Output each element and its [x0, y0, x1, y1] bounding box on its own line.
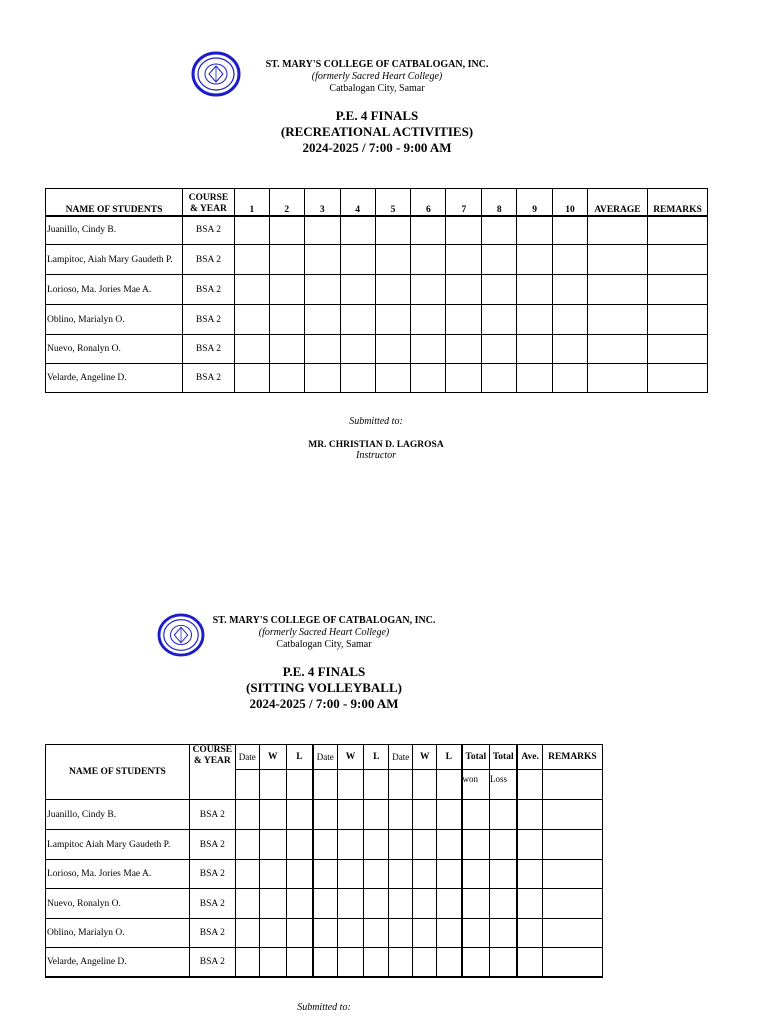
student-course: BSA 2 [182, 275, 234, 305]
sheet1-submission [276, 416, 476, 461]
col-3-header: 3 [304, 189, 340, 216]
col-w-1-header: W [259, 745, 286, 770]
col-1-header: 1 [234, 189, 269, 216]
student-name: Juanillo, Cindy B. [46, 800, 190, 830]
sheet2-title-line1: P.E. 4 FINALS [282, 664, 366, 679]
table-row [46, 830, 603, 860]
grades-table-recreational [45, 188, 708, 393]
student-course: BSA 2 [189, 948, 235, 977]
sheet2-title-line3: 2024-2025 / 7:00 - 9:00 AM [249, 696, 399, 711]
school-header [250, 58, 504, 95]
table-row [46, 245, 708, 275]
col-remarks-header: REMARKS [647, 189, 707, 216]
sheet1-title-line3: 2024-2025 / 7:00 - 9:00 AM [302, 140, 452, 155]
col-remarks-header: REMARKS [542, 745, 602, 770]
col-course-header-line2: & YEAR [193, 756, 231, 766]
col-5-header: 5 [375, 189, 411, 216]
sheet1-title [230, 108, 524, 156]
student-name: Lorioso, Ma. Jories Mae A. [46, 860, 190, 889]
col-course-header-line1: COURSE [188, 192, 229, 203]
col-2-header: 2 [269, 189, 304, 216]
col-total-won-header: Total [462, 745, 490, 770]
col-ave-header: Ave. [517, 745, 542, 770]
table-row [46, 860, 603, 889]
col-course-header [189, 745, 235, 800]
col-w-2-header: W [337, 745, 364, 770]
student-course: BSA 2 [182, 364, 234, 393]
col-7-header: 7 [446, 189, 482, 216]
school-header [197, 614, 451, 651]
table-row [46, 919, 603, 948]
student-name: Velarde, Angeline D. [46, 948, 190, 977]
col-name-header: NAME OF STUDENTS [46, 189, 183, 216]
student-name: Lorioso, Ma. Jories Mae A. [46, 275, 183, 305]
table-row [46, 305, 708, 335]
col-l-1-header: L [286, 745, 313, 770]
col-10-header: 10 [553, 189, 588, 216]
school-city: Catbalogan City, Samar [276, 639, 372, 650]
col-6-header: 6 [411, 189, 446, 216]
instructor-title: Instructor [356, 450, 396, 461]
table-row [46, 216, 708, 245]
student-course: BSA 2 [189, 860, 235, 889]
school-formerly: (formerly Sacred Heart College) [311, 71, 443, 82]
table-row [46, 800, 603, 830]
col-date-2-header: Date [313, 745, 337, 770]
student-course: BSA 2 [189, 919, 235, 948]
sheet2-title-line2: (SITTING VOLLEYBALL) [246, 680, 402, 695]
sheet1-title-line2: (RECREATIONAL ACTIVITIES) [280, 124, 474, 139]
table-header-row [46, 189, 708, 216]
sheet2-title [177, 664, 471, 712]
student-course: BSA 2 [182, 335, 234, 364]
sheet2-submission [224, 1002, 424, 1013]
grades-table-volleyball [45, 744, 603, 978]
table-row [46, 889, 603, 919]
col-l-3-header: L [437, 745, 462, 770]
table-row [46, 364, 708, 393]
col-won-subheader: won [462, 770, 490, 800]
student-course: BSA 2 [189, 800, 235, 830]
student-name: Oblino, Marialyn O. [46, 305, 183, 335]
student-name: Juanillo, Cindy B. [46, 216, 183, 245]
col-course-header-line2: & YEAR [190, 203, 227, 214]
col-4-header: 4 [340, 189, 375, 216]
student-course: BSA 2 [182, 245, 234, 275]
table-row [46, 335, 708, 364]
submitted-to-label: Submitted to: [297, 1002, 351, 1013]
table-header-row [46, 745, 603, 770]
col-loss-subheader: Loss [489, 770, 517, 800]
school-name: ST. MARY'S COLLEGE OF CATBALOGAN, INC. [212, 615, 436, 626]
col-date-1-header: Date [235, 745, 259, 770]
sheet1-title-line1: P.E. 4 FINALS [335, 108, 419, 123]
table-row [46, 275, 708, 305]
student-name: Oblino, Marialyn O. [46, 919, 190, 948]
col-8-header: 8 [482, 189, 517, 216]
instructor-name: MR. CHRISTIAN D. LAGROSA [308, 440, 444, 450]
submitted-to-label: Submitted to: [349, 416, 403, 427]
student-name: Lampitoc, Aiah Mary Gaudeth P. [46, 245, 183, 275]
student-course: BSA 2 [182, 305, 234, 335]
student-name: Velarde, Angeline D. [46, 364, 183, 393]
student-course: BSA 2 [189, 889, 235, 919]
school-seal-logo [191, 51, 241, 97]
col-average-header: AVERAGE [588, 189, 648, 216]
student-name: Nuevo, Ronalyn O. [46, 889, 190, 919]
col-l-2-header: L [364, 745, 389, 770]
col-w-3-header: W [413, 745, 437, 770]
student-course: BSA 2 [189, 830, 235, 860]
student-course: BSA 2 [182, 216, 234, 245]
school-formerly: (formerly Sacred Heart College) [258, 627, 390, 638]
school-name: ST. MARY'S COLLEGE OF CATBALOGAN, INC. [265, 59, 489, 70]
school-city: Catbalogan City, Samar [329, 83, 425, 94]
col-course-header-line1: COURSE [192, 745, 233, 755]
col-date-3-header: Date [389, 745, 413, 770]
col-9-header: 9 [517, 189, 553, 216]
col-course-header [182, 189, 234, 216]
student-name: Nuevo, Ronalyn O. [46, 335, 183, 364]
col-name-header: NAME OF STUDENTS [46, 745, 190, 800]
table-row [46, 948, 603, 977]
col-total-loss-header: Total [489, 745, 517, 770]
student-name: Lampitoc Aiah Mary Gaudeth P. [46, 830, 190, 860]
